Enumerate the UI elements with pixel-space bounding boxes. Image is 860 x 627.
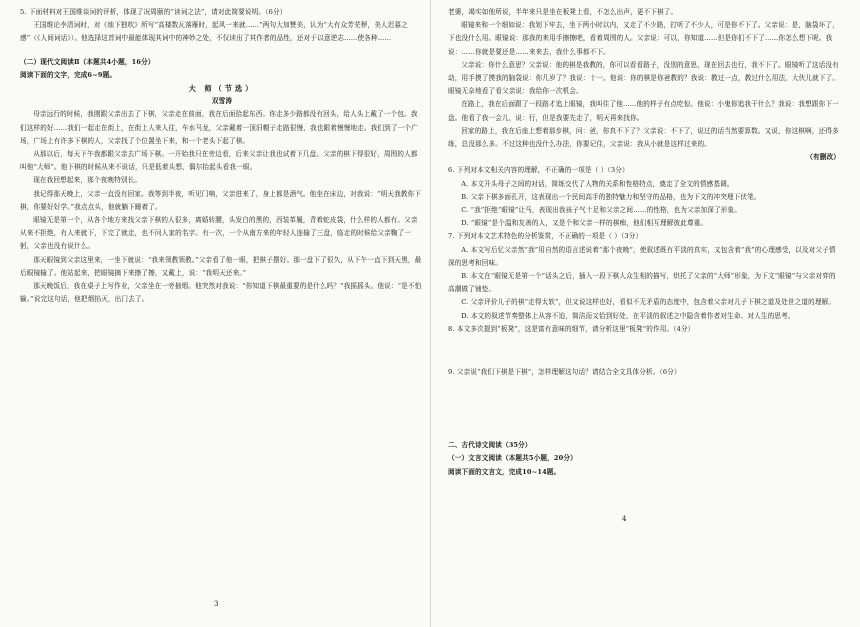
question-8: 8. 本文多次提到“板凳”，这是富有意味的细节，请分析这里“板凳”的作用。（4分） — [448, 324, 695, 333]
question-7-option: A. 本文写后忆父亲然“我”用自然的语言述说着“那个夜晚”，使叙述既有平淡的真实，又包含着“我”的心理感受，以及对父子情深的思考和回味。 — [448, 245, 836, 267]
story-paragraph: 回家的路上，我在后座上想着那步棋，问：爸，你真不下了？父亲说：不下了，说过的话当然要算数。又说，你这棋啊，还得多练，总没那么多。不过这种也没什么办法，你要记住，父亲说：我从小就是这样过来的。 — [448, 126, 839, 149]
story-author: 双雪涛 — [211, 97, 233, 106]
section-3-subtitle: （一）文言文阅读（本题共5小题，20分） — [448, 454, 577, 463]
page-number-right: 4 — [622, 515, 627, 523]
page-left — [20, 6, 424, 606]
story-title: 大 师（节选） — [188, 84, 256, 94]
question-7-option: D. 本文的叙述节奏整体上从容不迫，简洁而又恰到好处，在平淡的叙述之中隐含着作者对生命、对人生的思考。 — [461, 311, 795, 320]
question-7-option: B. 本文在“眼镜无是第一个”话头之后，插入一段下棋人众生相的描写，烘托了父亲的“大师”形象，为下文“眼镜”与父亲对弈的高潮做了铺垫。 — [448, 272, 836, 294]
page-number-left: 3 — [214, 600, 219, 608]
question-6-option: C. “我”拒绝“眼镜”让马，表现出我孩子气十足和父亲之间……的性格，也为父亲加深了形象。 — [461, 206, 741, 215]
section-2-title: （二）现代文阅读Ⅱ（本题共4小题，16分） — [20, 57, 155, 66]
question-5: 5. 下面材料对王国维谈词的评析，体现了况周颐的“读词之法”，请对此简要说明。（6分） — [20, 8, 287, 16]
story-paragraph: 父亲说：你什么意思？父亲说：他的棋是我教的，你可以看看路子，没别的意思，现在回去也行，我不下了。眼镜听了这话没有动，用手摸了摸我的脑袋说：你几岁了？我说：十一。他说：你的棋是你爸教的？我说：教过一点，教过什么用法，大伙儿就下了。眼镜无奈地看了看父亲说：我给你一次机会。 — [448, 60, 840, 96]
question-5-material: 王国维论李清词时，对《烛下独吹》所写“高楼数瓦落雁时，起风一来就……”两句大加赞美，认为“大有众芳芜秽，美人迟暮之感”（《人间词话》）。他选择这首词中最能体现其词中的神妙之处，不仅读出了其作者的品性，还对于以意逆志……使各种…… — [20, 21, 408, 43]
section-3-instruction: 阅读下面的文言文，完成10~14题。 — [448, 467, 561, 476]
story-paragraph: 从那以后，每天下午我都跟父亲去广场下棋。一开始我只在旁边看，后来父亲让我也试着下几盘。父亲的棋下得很好，周围的人都叫他“大师”。他下棋的时候从来不说话，只是低着头想，偶尔抬起头看我一眼。 — [20, 150, 418, 172]
page-divider — [430, 0, 431, 627]
story-paragraph: 那天晚饭后，我在桌子上写作业，父亲坐在一旁抽烟。他突然对我说：“你知道下棋最重要的是什么吗？”我摇摇头。他说：“是不怕输。”说完这句话，他把烟掐灭，出门去了。 — [20, 282, 422, 304]
story-paragraph: 那天眼镜到父亲这里来，一坐下就说：“我来领教领教。”父亲看了他一眼，把棋子摆好。那一盘下了很久，从下午一直下到天黑，最后眼镜输了。他站起来，把眼镜摘下来擦了擦，又戴上，说：“我明天还来。” — [20, 255, 422, 277]
source-note: （有删改） — [806, 153, 840, 162]
story-paragraph: 在路上，我在后面跟了一段路才追上眼镜，我叫住了他……他的样子有点吃惊。他说：小鬼你追我干什么？我说：我想跟你下一盘。他看了我一会儿，说：行，但是我要先走了，明天再来找你。 — [448, 100, 839, 122]
story-paragraph: 我记得那天晚上，父亲一直没有回家。我等到半夜，听见门响，父亲进来了，身上都是酒气。他坐在床边，对我说：“明天我教你下棋，你要好好学。”我点点头，他就躺下睡着了。 — [20, 189, 422, 211]
story-paragraph: 眼镜无是第一个，从各个地方来找父亲下棋的人很多，离婚转腰，头发白的黑的，西装革履，背着蛇皮袋，什么样的人都有。父亲从来不拒绝，有人来就下，下完了就走，也不问人家的名字。有一次，一个从南方来的年轻人连输了三盘，临走的时候给父亲鞠了一躬，父亲也没有说什么。 — [20, 216, 418, 251]
story-paragraph: 母亲远行的时候，我刚跟父亲出去了下棋，父亲走在前面，我在后面拾起东西。你走多少路都没有回头，给人头上戴了一个包。我们这样的好……我们一起走在街上，在街上人来人往，车水马龙，父亲戴着一顶旧帽子走路很慢，我也跟着慢慢地走。我们到了一个广场，广场上有许多下棋的人，父亲找了个位置坐下来，和一个老头下起了棋。 — [20, 110, 418, 145]
section-3-title: 二、古代诗文阅读（35分） — [448, 441, 532, 450]
question-6-option: D. “眼镜”是个温和友善的人，又是个和父亲一样的棋痴，他们相互理解彼此尊重。 — [461, 219, 708, 228]
story-paragraph: 眼镜来和一个细如说：我划下牢去，坐下两小时以内，又走了不少路，打听了不少人，可是你不下了。父亲说：是，脑袋坏了，下也没什么用。眼镜说：那我的来用手擦擦吧，看着周围的人。父亲说：可以，你知道……但是你们不下了……你怎么想下呢。我说：……你就是要还是……来来去，我什么事都不下。 — [448, 21, 839, 56]
page-right — [448, 6, 840, 606]
question-7: 7. 下列对本文艺术特色的分析鉴赏，不正确的一项是（ ）（3分） — [448, 232, 643, 241]
question-6: 6. 下列对本文相关内容的理解，不正确的一项是（ ）（3分） — [448, 166, 629, 175]
question-6-option: A. 本文开头母子之间的对话，简练交代了人物的关系和性格特点，奠定了全文的情感基调。 — [461, 179, 734, 188]
question-9: 9. 父亲说“我们下棋是下棋”，怎样理解这句话？请结合全文具体分析。（6分） — [448, 368, 681, 377]
question-6-option: B. 父亲下棋多面孔开，这表现出一个民间高手的独特魅力和坚守的品格，也为下文的冲突埋下伏笔。 — [461, 192, 761, 201]
story-paragraph: 现在我回想起来，那个夜晚特别长。 — [33, 176, 142, 185]
section-2-instruction: 阅读下面的文字，完成6~9题。 — [20, 70, 117, 79]
story-paragraph: 老婆，竭实如他所说，半年来只是坐在板凳上看，不怎么出声，更不下棋了。 — [448, 8, 678, 16]
question-7-option: C. 父亲评价儿子的棋“走得太软”，但又说这样也好，看似不无矛盾的态度中，包含着父亲对儿子下棋之道及处世之道的理解。 — [461, 298, 836, 307]
